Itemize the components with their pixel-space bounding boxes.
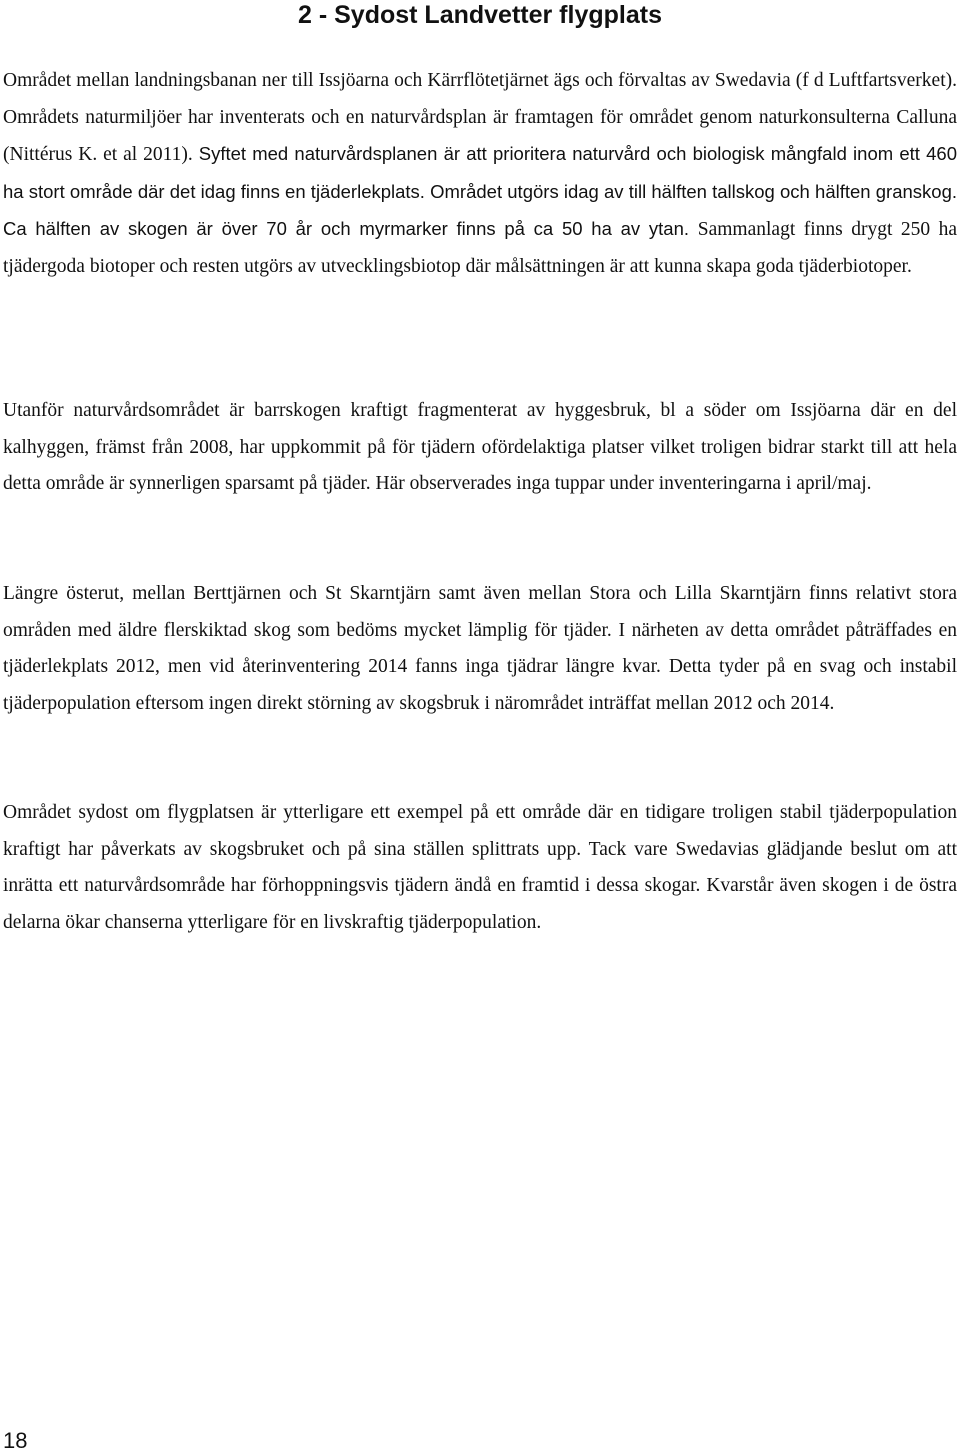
paragraph-3: [3, 576, 957, 722]
paragraph-2: [3, 393, 957, 503]
paragraph-4: [3, 795, 957, 941]
paragraph-1-segment-1: Området mellan landningsbanan ner till Issjöarna och Kärrflötetjärnet ägs och förvaltas av Swedavia (f d Luftfartsverket). Områdets naturmiljöer har inventerats och en naturvårdsplan är framtagen för området genom naturkonsulterna Calluna (Nittérus K. et al 2011).: [3, 70, 957, 166]
paragraph-4-text: Området sydost om flygplatsen är ytterligare ett exempel på ett område där en tidigare troligen stabil tjäderpopulation kraftigt har påverkats av skogsbruket och på sina ställen splittrats upp. Tack vare Swedavias glädjande beslut om att inrätta ett naturvårdsområde har förhoppningsvis tjädern ändå en framtid i dessa skogar. Kvarstår även skogen i de östra delarna ökar chanserna ytterligare för en livskraftig tjäderpopulation.: [3, 802, 957, 933]
paragraph-1-segment-3: Sammanlagt finns drygt 250 ha tjädergoda biotoper och resten utgörs av utvecklingsbiotop där målsättningen är att kunna skapa goda tjäderbiotoper.: [3, 219, 957, 277]
paragraph-3-text: Längre österut, mellan Berttjärnen och St Skarntjärn samt även mellan Stora och Lilla Skarntjärn finns relativt stora områden med äldre flerskiktad skog som bedöms mycket lämplig för tjäder. I närheten av detta området påträffades en tjäderlekplats 2012, men vid återinventering 2014 fanns inga tjädrar längre kvar. Detta tyder på en svag och instabil tjäderpopulation eftersom ingen direkt störning av skogsbruk i närområdet inträffat mellan 2012 och 2014.: [3, 583, 957, 714]
paragraph-1: [3, 63, 957, 286]
paragraph-1-segment-2: Syftet med naturvårdsplanen är att prioritera naturvård och biologisk mångfald inom ett 460 ha stort område där det idag finns en tjäderlekplats. Området utgörs idag av till hälften tallskog och hälften granskog. Ca hälften av skogen är över 70 år och myrmarker finns på ca 50 ha av ytan.: [3, 143, 957, 240]
paragraph-2-text: Utanför naturvårdsområdet är barrskogen kraftigt fragmenterat av hyggesbruk, bl a söder om Issjöarna där en del kalhyggen, främst från 2008, har uppkommit på för tjädern ofördelaktiga platser vilket troligen bidrar starkt till att hela detta område är synnerligen sparsamt på tjäder. Här observerades inga tuppar under inventeringarna i april/maj.: [3, 400, 957, 495]
section-heading: 2 - Sydost Landvetter flygplats: [298, 1, 662, 29]
page-number: 18: [3, 1428, 28, 1453]
